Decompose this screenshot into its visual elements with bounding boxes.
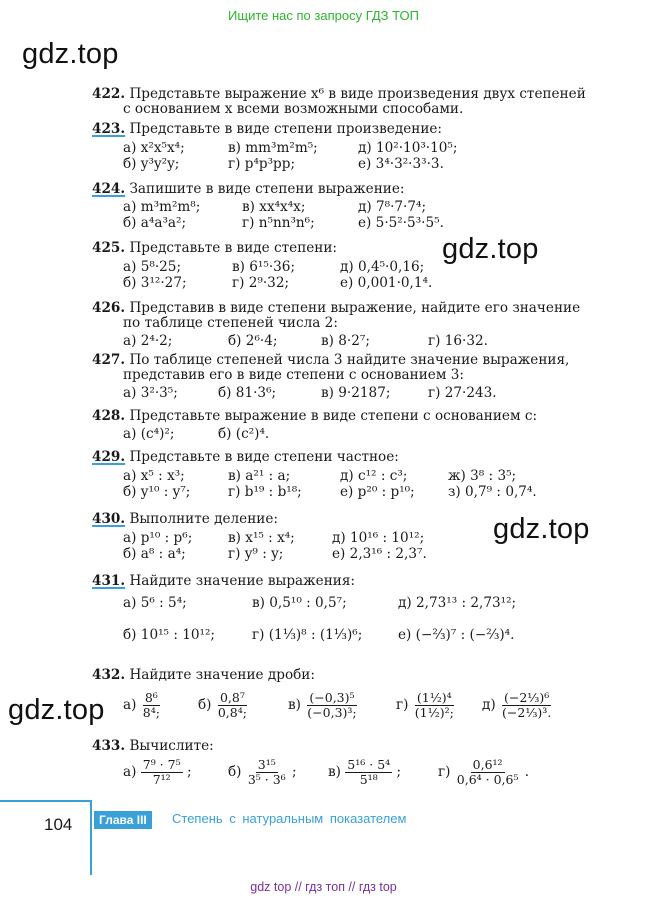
- item-end: .: [524, 764, 530, 780]
- item-label: б): [228, 764, 242, 780]
- footer-divider: [0, 800, 92, 802]
- item: е) 0,001·0,1⁴.: [340, 275, 433, 291]
- item: в) 9·2187;: [321, 385, 391, 401]
- item-label: б): [198, 697, 212, 713]
- watermark-logo: gdz.top: [8, 694, 105, 726]
- problem-number[interactable]: 431.: [92, 573, 126, 589]
- chapter-title: Степень с натуральным показателем: [172, 811, 407, 826]
- item: в) a²¹ : a;: [228, 468, 291, 484]
- item: г) 2⁹·32;: [232, 275, 290, 291]
- fraction-item: [328, 758, 401, 787]
- item: а) m³m²m⁸;: [123, 199, 201, 215]
- top-banner: Ищите нас по запросу ГДЗ ТОП: [228, 8, 419, 23]
- problem-number[interactable]: 423.: [92, 121, 126, 137]
- item: г) (1⅓)⁸ : (1⅓)⁶;: [252, 627, 363, 643]
- item-label: в): [288, 697, 301, 713]
- watermark-logo: gdz.top: [22, 38, 119, 70]
- problem-424: [92, 181, 404, 197]
- problem-number: 432.: [92, 667, 126, 683]
- item: а) 2⁴·2;: [123, 333, 173, 349]
- item: г) y⁹ : y;: [228, 546, 284, 562]
- problem-title: Запишите в виде степени выражение:: [129, 181, 405, 197]
- item-label: г): [438, 764, 451, 780]
- chapter-badge: Глава III: [94, 811, 152, 829]
- item: г) p⁴p³pp;: [228, 156, 296, 172]
- fraction: [141, 758, 183, 787]
- item: б) y¹⁰ : y⁷;: [123, 484, 191, 500]
- fraction: [455, 758, 521, 787]
- page-number: 104: [44, 815, 73, 834]
- fraction-item: [198, 691, 249, 720]
- denominator: (−2⅓)³.: [502, 705, 552, 720]
- fraction: [216, 691, 249, 720]
- fraction-item: [123, 691, 162, 720]
- item-label: а): [123, 764, 137, 780]
- problem-number[interactable]: 424.: [92, 181, 126, 197]
- item: в) x¹⁵ : x⁴;: [228, 530, 295, 546]
- item-label: в): [328, 764, 341, 780]
- problem-title: Представьте выражение в виде степени с основанием c:: [129, 408, 538, 424]
- item: б) 10¹⁵ : 10¹²;: [123, 627, 216, 643]
- item: в) xx⁴x⁴x;: [242, 199, 306, 215]
- item-end: ;: [396, 764, 402, 780]
- item: г) 16·32.: [428, 333, 488, 349]
- item-label: г): [396, 697, 409, 713]
- problem-number[interactable]: 429.: [92, 449, 126, 465]
- fraction-item: [396, 691, 456, 720]
- item: в) 0,5¹⁰ : 0,5⁷;: [252, 595, 347, 611]
- watermark-logo: gdz.top: [493, 513, 590, 545]
- problem-number: 425.: [92, 240, 126, 256]
- problem-number[interactable]: 430.: [92, 511, 126, 527]
- item-label: д): [482, 697, 496, 713]
- problem-426: [92, 300, 580, 316]
- item: д) 0,4⁵·0,16;: [340, 259, 425, 275]
- item: а) 5⁶ : 5⁴;: [123, 595, 187, 611]
- numerator: (−0,3)⁵: [309, 690, 355, 705]
- item: а) 5⁸·25;: [123, 259, 182, 275]
- problem-text-line: представив его в виде степени с основанием 3:: [123, 367, 464, 383]
- item: е) 3⁴·3²·3³·3.: [358, 156, 444, 172]
- numerator: (1½)⁴: [416, 690, 452, 705]
- item: б) a⁸ : a⁴;: [123, 546, 186, 562]
- problem-title: Представьте в виде степени произведение:: [129, 121, 443, 137]
- item: д) 7⁸·7·7⁴;: [358, 199, 427, 215]
- problem-number: 428.: [92, 408, 126, 424]
- item: б) a⁴a³a²;: [123, 215, 187, 231]
- problem-428: [92, 408, 537, 424]
- problem-text: Представьте выражение x⁶ в виде произведения двух степеней: [129, 86, 586, 102]
- problem-title: Найдите значение дроби:: [129, 667, 315, 683]
- denominator: 3⁵ · 3⁶: [247, 772, 286, 787]
- fraction-item: [228, 758, 297, 787]
- fraction: [345, 758, 392, 787]
- denominator: 0,6⁴ · 0,6⁵: [456, 772, 519, 787]
- item: ж) 3⁸ : 3⁵;: [448, 468, 517, 484]
- numerator: 8⁶: [144, 690, 158, 705]
- item: а) (c⁴)²;: [123, 426, 175, 442]
- numerator: (−2⅓)⁶: [504, 690, 550, 705]
- item: з) 0,7⁹ : 0,7⁴.: [448, 484, 537, 500]
- item: д) 10²·10³·10⁵;: [358, 140, 458, 156]
- problem-title: Найдите значение выражения:: [129, 573, 355, 589]
- item: б) (c²)⁴.: [218, 426, 270, 442]
- watermark-logo: gdz.top: [442, 233, 539, 265]
- denominator: 5¹⁸: [359, 772, 378, 787]
- item: а) x²x⁵x⁴;: [123, 140, 185, 156]
- problem-title: Представьте в виде степени:: [129, 240, 337, 256]
- fraction: [413, 691, 456, 720]
- problem-text-line: с основанием x всеми возможными способами.: [123, 101, 464, 117]
- item: е) p²⁰ : p¹⁰;: [340, 484, 415, 500]
- problem-title: Выполните деление:: [129, 511, 278, 527]
- fraction: [305, 691, 358, 720]
- problem-431: [92, 573, 355, 589]
- problem-430: [92, 511, 278, 527]
- fraction-item: [288, 691, 359, 720]
- problem-number: 427.: [92, 352, 126, 368]
- item: е) (−⅔)⁷ : (−⅔)⁴.: [398, 627, 515, 643]
- fraction-item: [123, 758, 192, 787]
- item-end: ;: [186, 764, 192, 780]
- item: в) 6¹⁵·36;: [232, 259, 296, 275]
- item: д) 2,73¹³ : 2,73¹²;: [398, 595, 517, 611]
- item-end: ;: [292, 764, 297, 780]
- item: г) b¹⁹ : b¹⁸;: [228, 484, 302, 500]
- item: г) 27·243.: [428, 385, 497, 401]
- item: б) 3¹²·27;: [123, 275, 187, 291]
- problem-title: Представьте в виде степени частное:: [129, 449, 399, 465]
- numerator: 7⁹ · 7⁵: [142, 757, 181, 772]
- fraction-item: [482, 691, 553, 720]
- numerator: 0,6¹²: [472, 757, 503, 772]
- fraction: [246, 758, 288, 787]
- problem-number: 433.: [92, 738, 126, 754]
- item: д) c¹² : c³;: [340, 468, 408, 484]
- item: а) 3²·3⁵;: [123, 385, 178, 401]
- item: б) 2⁶·4;: [228, 333, 278, 349]
- item: в) mm³m²m⁵;: [228, 140, 318, 156]
- numerator: 5¹⁶ · 5⁴: [347, 757, 391, 772]
- denominator: (−0,3)³;: [307, 705, 357, 720]
- item-label: а): [123, 697, 137, 713]
- fraction-item: [438, 758, 529, 787]
- problem-number: 422.: [92, 86, 126, 102]
- numerator: 3¹⁵: [257, 757, 276, 772]
- item: а) p¹⁰ : p⁶;: [123, 530, 193, 546]
- problem-title: Вычислите:: [129, 738, 214, 754]
- item: а) x⁵ : x³;: [123, 468, 185, 484]
- fraction: [500, 691, 553, 720]
- numerator: 0,8⁷: [219, 690, 245, 705]
- problem-text-line: по таблице степеней числа 2:: [123, 315, 338, 331]
- fraction: [141, 691, 162, 720]
- item: в) 8·2⁷;: [321, 333, 370, 349]
- problem-number: 426.: [92, 300, 126, 316]
- problem-text: По таблице степеней числа 3 найдите значение выражения,: [129, 352, 570, 368]
- item: е) 2,3¹⁶ : 2,3⁷.: [332, 546, 427, 562]
- problem-text: Представив в виде степени выражение, найдите его значение: [129, 300, 581, 316]
- item: г) n⁵nn³n⁶;: [242, 215, 315, 231]
- denominator: 0,8⁴;: [217, 705, 247, 720]
- problem-432: [92, 667, 315, 683]
- item: е) 5·5²·5³·5⁵.: [358, 215, 444, 231]
- denominator: 8⁴;: [142, 705, 160, 720]
- problem-429: [92, 449, 399, 465]
- denominator: (1½)²;: [414, 705, 454, 720]
- item: б) 81·3⁶;: [218, 385, 277, 401]
- problem-433: [92, 738, 214, 754]
- bottom-banner: gdz top // гдз топ // гдз top: [250, 880, 397, 894]
- item: б) y³y²y;: [123, 156, 180, 172]
- footer-divider: [90, 800, 92, 875]
- problem-425: [92, 240, 337, 256]
- problem-423: [92, 121, 442, 137]
- problem-422: [92, 86, 586, 102]
- problem-427: [92, 352, 569, 368]
- item: д) 10¹⁶ : 10¹²;: [332, 530, 425, 546]
- denominator: 7¹²: [152, 772, 171, 787]
